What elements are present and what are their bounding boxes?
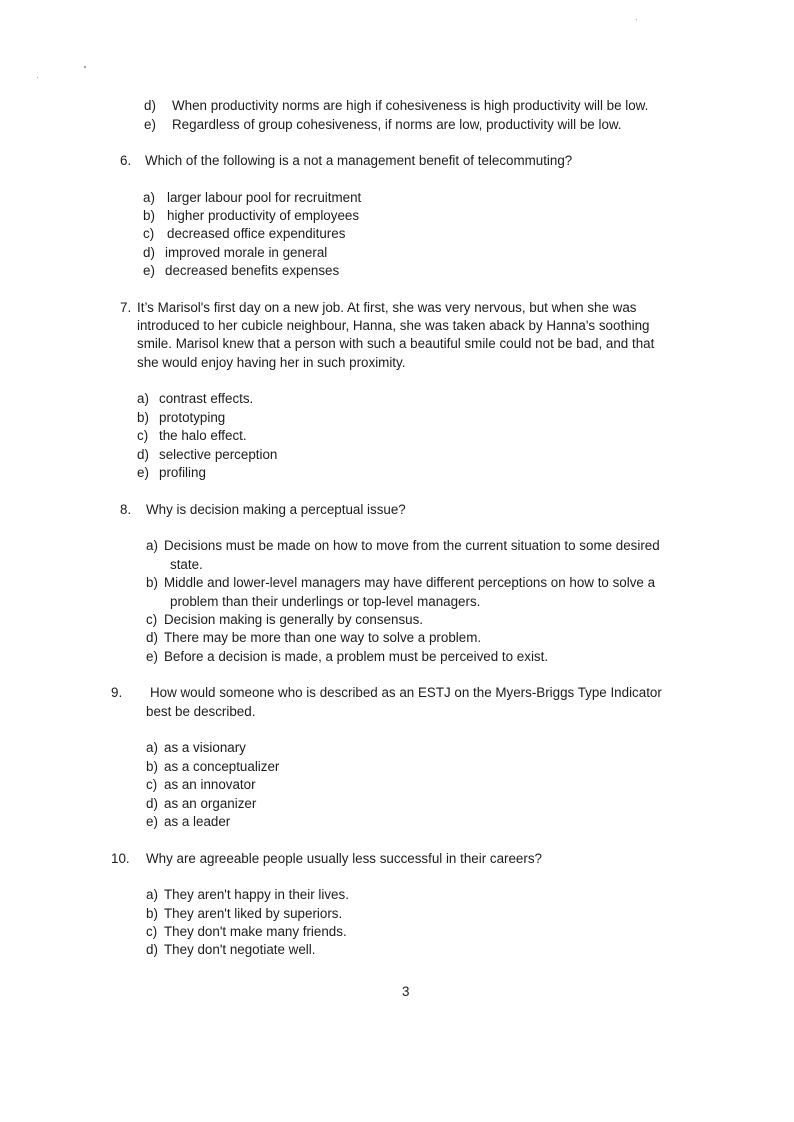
option-label: a) (143, 190, 155, 205)
question-stem: introduced to her cubicle neighbour, Hanna, she was taken aback by Hanna's soothing (137, 318, 650, 333)
option-label: b) (146, 575, 158, 590)
question-number: 10. (111, 851, 130, 866)
question-stem: Why is decision making a perceptual issue? (146, 502, 406, 517)
question-stem: Why are agreeable people usually less successful in their careers? (146, 851, 542, 866)
option-text: decreased benefits expenses (165, 263, 340, 278)
page-number: 3 (402, 984, 410, 999)
option-text: improved morale in general (165, 245, 328, 260)
option-text: profiling (159, 465, 206, 480)
scan-speck (636, 19, 637, 20)
option-text: contrast effects. (159, 391, 254, 406)
option-text: decreased office expenditures (167, 226, 346, 241)
option-text: selective perception (159, 447, 278, 462)
question-stem: Which of the following is a not a management benefit of telecommuting? (145, 153, 573, 168)
scan-speck (37, 77, 38, 78)
option-text: as a leader (164, 814, 231, 829)
question-stem: How would someone who is described as an ESTJ on the Myers-Briggs Type Indicator (150, 685, 662, 700)
option-text: higher productivity of employees (167, 208, 360, 223)
option-label: c) (137, 428, 149, 443)
option-label: a) (137, 391, 149, 406)
option-text: as a conceptualizer (164, 759, 280, 774)
question-number: 7. (120, 300, 132, 315)
option-label: a) (146, 740, 158, 755)
question-stem: smile. Marisol knew that a person with such a beautiful smile could not be bad, and that (137, 336, 655, 351)
option-text: Middle and lower-level managers may have different perceptions on how to solve a (164, 575, 656, 590)
option-text: the halo effect. (159, 428, 247, 443)
option-text: Decisions must be made on how to move from the current situation to some desired (164, 538, 660, 553)
option-label: e) (143, 263, 155, 278)
option-label: a) (146, 538, 158, 553)
option-text: Before a decision is made, a problem must be perceived to exist. (164, 649, 549, 664)
option-label: e) (146, 649, 158, 664)
question-stem: she would enjoy having her in such proximity. (137, 355, 406, 370)
option-text: There may be more than one way to solve a problem. (164, 630, 482, 645)
option-label: d) (146, 796, 158, 811)
option-label: a) (146, 887, 158, 902)
question-stem: It’s Marisol's first day on a new job. At first, she was very nervous, but when she was (137, 300, 637, 315)
option-text: as an organizer (164, 796, 257, 811)
option-label: e) (144, 117, 156, 132)
question-number: 9. (111, 685, 123, 700)
question-number: 6. (120, 153, 132, 168)
option-label: d) (137, 447, 149, 462)
option-text: When productivity norms are high if cohesiveness is high productivity will be low. (172, 98, 649, 113)
option-text: They aren't liked by superiors. (164, 906, 343, 921)
option-text: state. (170, 557, 203, 572)
option-text: as an innovator (164, 777, 256, 792)
option-text: They aren't happy in their lives. (164, 887, 349, 902)
option-label: c) (143, 226, 155, 241)
option-label: e) (146, 814, 158, 829)
scan-speck (84, 66, 86, 68)
option-label: c) (146, 612, 158, 627)
option-text: as a visionary (164, 740, 246, 755)
option-text: They don't negotiate well. (164, 942, 316, 957)
question-number: 8. (120, 502, 132, 517)
option-label: c) (146, 777, 158, 792)
option-label: b) (137, 410, 149, 425)
option-text: Decision making is generally by consensus. (164, 612, 424, 627)
option-text: They don't make many friends. (164, 924, 347, 939)
option-text: problem than their underlings or top-level managers. (170, 594, 481, 609)
option-label: b) (146, 759, 158, 774)
option-label: c) (146, 924, 158, 939)
option-label: b) (143, 208, 155, 223)
option-label: d) (144, 98, 156, 113)
question-stem: best be described. (146, 704, 256, 719)
option-text: prototyping (159, 410, 226, 425)
option-text: Regardless of group cohesiveness, if norms are low, productivity will be low. (172, 117, 622, 132)
option-label: e) (137, 465, 149, 480)
option-label: d) (143, 245, 155, 260)
option-label: d) (146, 942, 158, 957)
option-label: d) (146, 630, 158, 645)
option-text: larger labour pool for recruitment (167, 190, 362, 205)
option-label: b) (146, 906, 158, 921)
